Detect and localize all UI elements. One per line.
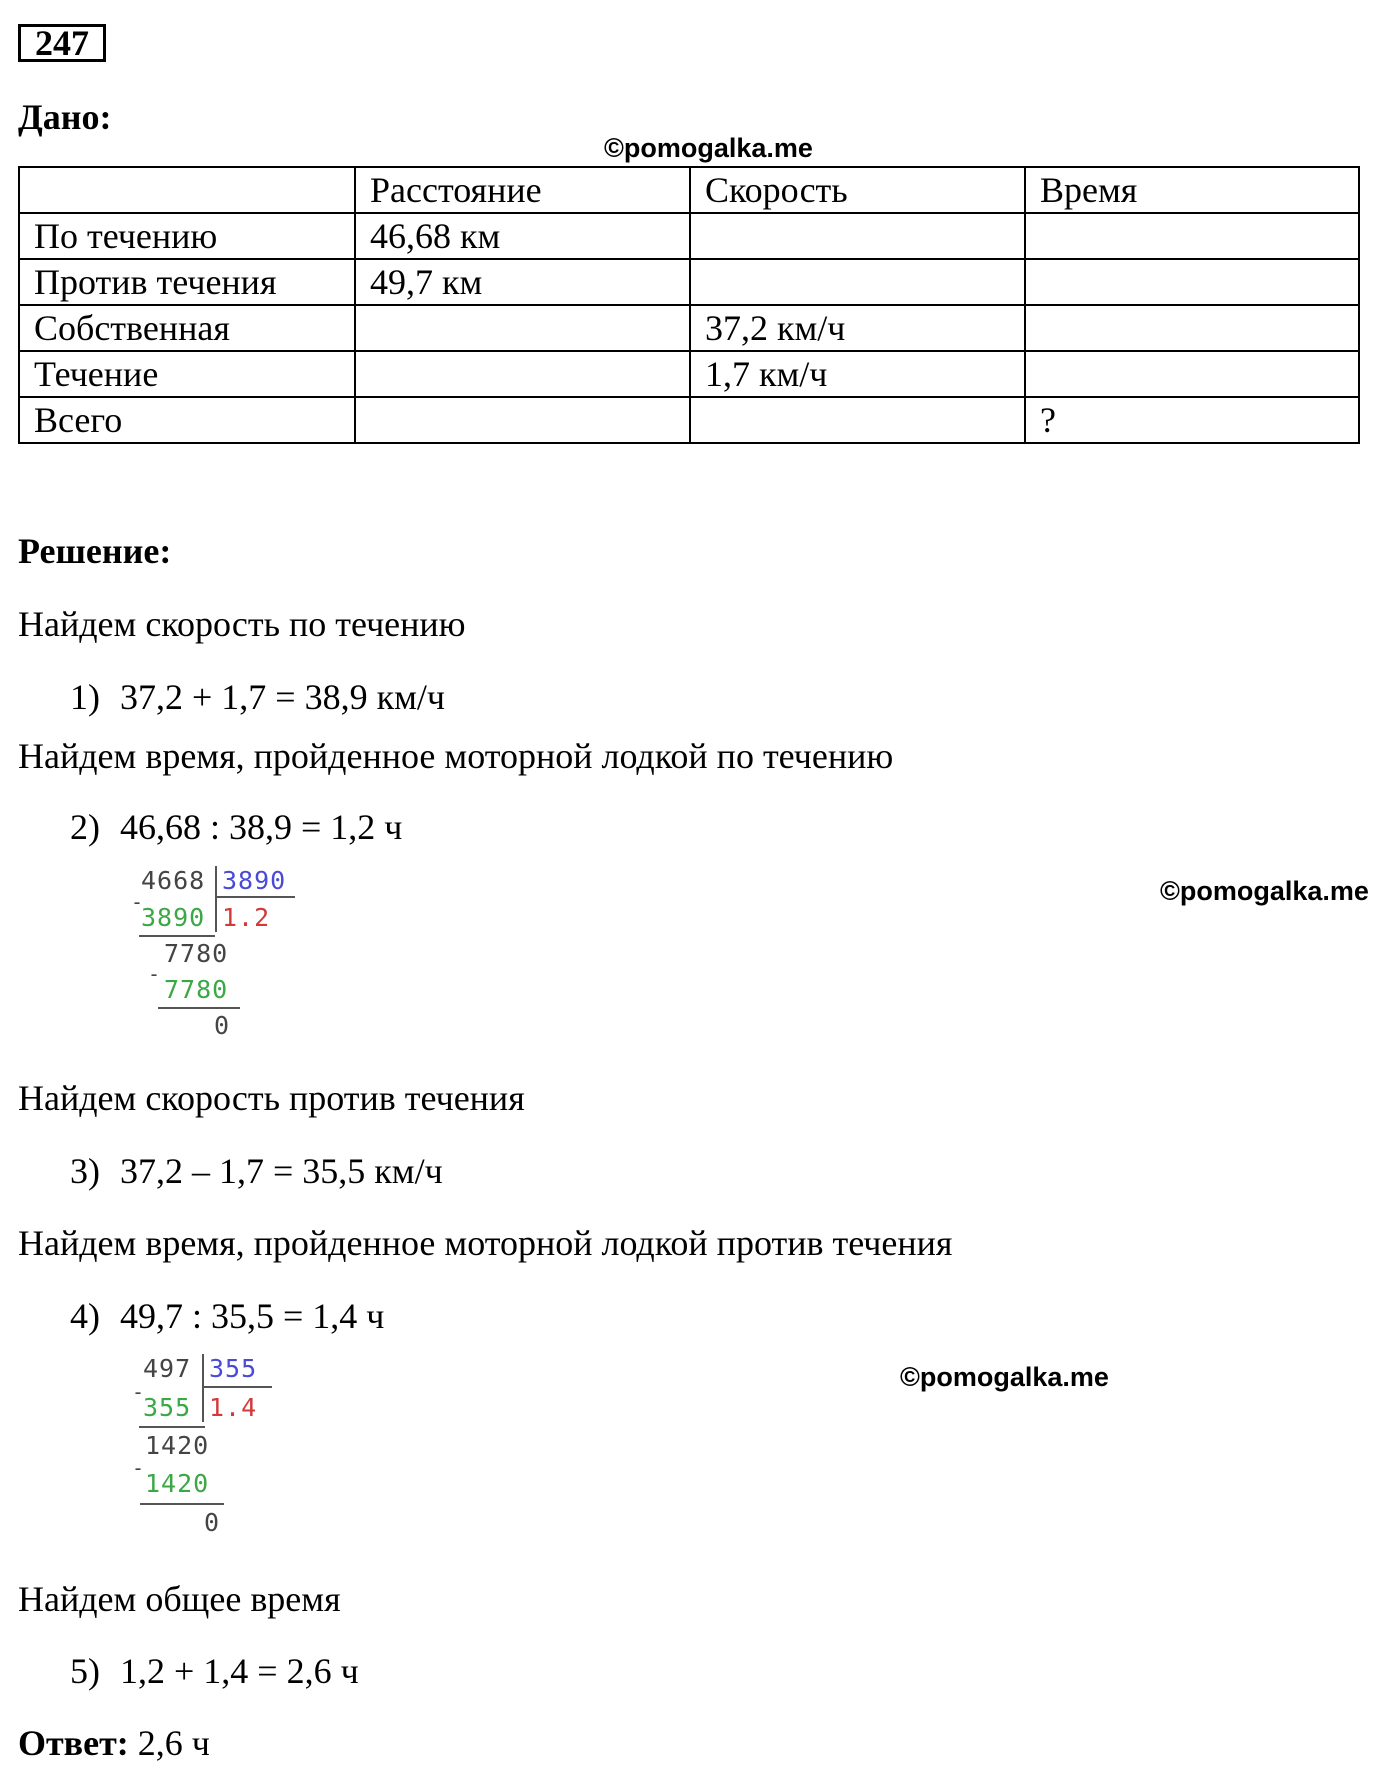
table-row	[19, 259, 1359, 305]
given-heading: Дано:	[18, 97, 112, 137]
table-cell	[1025, 305, 1359, 351]
watermark-lower: ©pomogalka.me	[900, 1362, 1109, 1392]
table-row	[19, 351, 1359, 397]
table-header-row	[19, 167, 1359, 213]
division-underline	[139, 1426, 205, 1428]
answer-label: Ответ:	[18, 1723, 129, 1763]
answer-value: 2,6 ч	[137, 1723, 210, 1763]
table-cell	[355, 305, 690, 351]
watermark-middle: ©pomogalka.me	[1160, 876, 1369, 906]
solution-heading: Решение:	[18, 531, 172, 571]
table-header-time: Время	[1025, 167, 1359, 213]
table-cell	[19, 167, 355, 213]
division-dividend: 4668	[141, 866, 206, 895]
division-bracket-vertical	[202, 1354, 204, 1422]
division-dividend: 497	[143, 1354, 192, 1383]
division-quotient: 1.4	[209, 1393, 258, 1422]
division-bracket-horizontal	[215, 896, 295, 898]
table-cell	[355, 351, 690, 397]
division-remainder: 1420	[145, 1431, 210, 1460]
division-quotient: 1.2	[222, 903, 271, 932]
table-cell	[1025, 213, 1359, 259]
step-3-intro: Найдем скорость против течения	[18, 1078, 525, 1118]
minus-sign: -	[148, 962, 162, 986]
division-divisor: 355	[209, 1354, 258, 1383]
division-subtrahend: 7780	[164, 975, 229, 1004]
table-cell	[690, 213, 1025, 259]
division-subtrahend: 1420	[145, 1469, 210, 1498]
given-table	[18, 166, 1360, 444]
minus-sign: -	[132, 1380, 146, 1404]
table-cell	[1025, 259, 1359, 305]
table-cell: 46,68 км	[355, 213, 690, 259]
table-cell: Течение	[19, 351, 355, 397]
step-2-number: 2)	[70, 807, 100, 847]
table-cell	[690, 259, 1025, 305]
table-cell: Собственная	[19, 305, 355, 351]
division-subtrahend: 355	[143, 1393, 192, 1422]
table-cell: По течению	[19, 213, 355, 259]
table-cell: ?	[1025, 397, 1359, 443]
division-remainder: 7780	[164, 939, 229, 968]
table-cell	[1025, 351, 1359, 397]
division-subtrahend: 3890	[141, 903, 206, 932]
step-1-number: 1)	[70, 677, 100, 717]
table-cell: Всего	[19, 397, 355, 443]
table-row	[19, 305, 1359, 351]
step-5-intro: Найдем общее время	[18, 1579, 341, 1619]
step-1-expression: 37,2 + 1,7 = 38,9 км/ч	[120, 677, 445, 717]
step-3-number: 3)	[70, 1151, 100, 1191]
table-cell	[690, 397, 1025, 443]
division-result: 0	[214, 1011, 231, 1040]
table-cell: 1,7 км/ч	[690, 351, 1025, 397]
table-row	[19, 397, 1359, 443]
division-underline	[158, 1007, 240, 1009]
table-cell	[355, 397, 690, 443]
step-4-expression: 49,7 : 35,5 = 1,4 ч	[120, 1296, 385, 1336]
step-5-expression: 1,2 + 1,4 = 2,6 ч	[120, 1651, 359, 1691]
minus-sign: -	[131, 890, 145, 914]
division-bracket-vertical	[215, 866, 217, 932]
table-cell: 37,2 км/ч	[690, 305, 1025, 351]
table-header-speed: Скорость	[690, 167, 1025, 213]
division-underline	[139, 935, 215, 937]
division-underline	[140, 1503, 224, 1505]
problem-number: 247	[18, 24, 106, 62]
step-3-expression: 37,2 – 1,7 = 35,5 км/ч	[120, 1151, 443, 1191]
table-cell: 49,7 км	[355, 259, 690, 305]
division-result: 0	[204, 1508, 221, 1537]
watermark-top: ©pomogalka.me	[604, 133, 813, 163]
division-bracket-horizontal	[202, 1386, 272, 1388]
minus-sign: -	[132, 1456, 146, 1480]
step-5-number: 5)	[70, 1651, 100, 1691]
step-2-intro: Найдем время, пройденное моторной лодкой по течению	[18, 736, 894, 776]
table-cell: Против течения	[19, 259, 355, 305]
step-1-intro: Найдем скорость по течению	[18, 604, 466, 644]
step-4-intro: Найдем время, пройденное моторной лодкой против течения	[18, 1223, 953, 1263]
step-2-expression: 46,68 : 38,9 = 1,2 ч	[120, 807, 403, 847]
division-divisor: 3890	[222, 866, 287, 895]
answer-line	[18, 1722, 210, 1764]
step-4-number: 4)	[70, 1296, 100, 1336]
table-header-distance: Расстояние	[355, 167, 690, 213]
table-row	[19, 213, 1359, 259]
